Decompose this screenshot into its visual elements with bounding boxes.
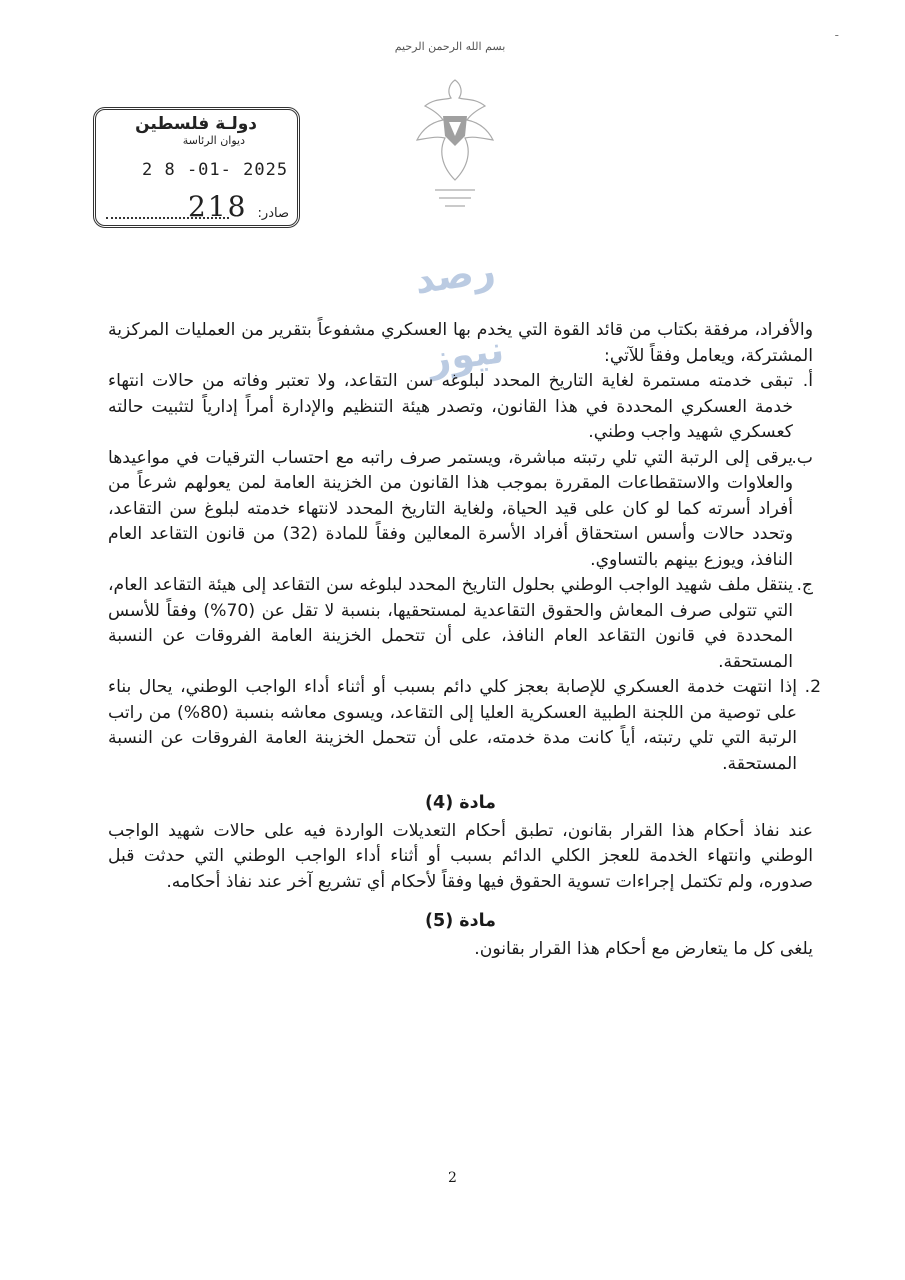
list-item-text: يرقى إلى الرتبة التي تلي رتبته مباشرة، ويستمر صرف راتبه مع احتساب الترقيات في مواعيدها والعلاوات والاستقطاعات المقررة بموجب هذا القانون من الخزينة العامة لمن يعولهم شرعاً من أفراد أسرته كما لو كان على قيد الحياة، ولغاية التاريخ المحدد لانتهاء خدمته لبلوغ سن التقاعد، وتحدد حالات وأسس استحقاق أفراد الأسرة المعالين وفقاً للمادة (32) من قانون التقاعد العام النافذ، ويوزع بينهم بالتساوي. [108, 447, 793, 570]
stamp-date: 2 8 -01- 2025 [142, 160, 289, 180]
list-item-marker: أ. [802, 371, 813, 391]
list-item [108, 446, 813, 574]
intro-paragraph: والأفراد، مرفقة بكتاب من قائد القوة التي يخدم بها العسكري مشفوعاً بتقرير من العمليات المركزية المشتركة، ويعامل وفقاً للآتي: [108, 320, 813, 366]
corner-mark: - [834, 28, 839, 42]
stamp-state-name: دولـة فلسطين [135, 114, 257, 134]
article-5-title: مادة (5) [425, 911, 496, 931]
list-item-marker: ب. [791, 447, 813, 468]
stamp-issued-label: صادر: [257, 206, 289, 221]
numbered-item [108, 675, 821, 777]
article-5-text: يلغى كل ما يتعارض مع أحكام هذا القرار بقانون. [474, 938, 813, 959]
article-4-text: عند نفاذ أحكام هذا القرار بقانون، تطبق أحكام التعديلات الواردة فيه على حالات شهيد الواجب الوطني وانتهاء الخدمة للعجز الكلي الدائم بسبب أو أثناء أداء الواجب الوطني التي حدثت قبل صدوره، ولم تكتمل إجراءات تسوية الحقوق فيها وفقاً لأحكام أي تشريع آخر عند نفاذ أحكامه. [108, 820, 813, 892]
numbered-item-text: إذا انتهت خدمة العسكري للإصابة بعجز كلي دائم بسبب أو أثناء أداء الواجب الوطني، يحال بناء على توصية من اللجنة الطبية العسكرية العليا إلى التقاعد، ويسوى معاشه بنسبة (80%) من راتب الرتبة التي تلي رتبته، أياً كانت مدة خدمته، على أن تتحمل الخزينة العامة الفروقات عن النسبة المستحقة. [108, 677, 797, 774]
list-item [108, 369, 813, 446]
list-item-text: تبقى خدمته مستمرة لغاية التاريخ المحدد لبلوغه سن التقاعد، ولا تعتبر وفاته من حالات انتهاء خدمة العسكري المحددة في هذا القانون، وتصدر هيئة التنظيم والإدارة أمراً إدارياً لتثبيت حالته كعسكري شهيد واجب وطني. [108, 371, 793, 442]
stamp-dotted-line [106, 217, 229, 219]
news-watermark: رصد نيوز [412, 247, 507, 382]
palestine-eagle-emblem-icon [405, 70, 505, 230]
presidential-office-stamp [93, 107, 300, 228]
document-body [108, 318, 821, 962]
list-item-marker: ج. [796, 575, 813, 595]
numbered-item-marker: 2. [804, 677, 821, 697]
stamp-issued-number: 218 [188, 190, 248, 223]
list-item-text: ينتقل ملف شهيد الواجب الوطني بحلول التاريخ المحدد لبلوغه سن التقاعد إلى هيئة التقاعد العام، التي تتولى صرف المعاش والحقوق التقاعدية لمستحقيها، بنسبة لا تقل عن (70%) وفقاً للأسس المحددة في قانون التقاعد العام النافذ، على أن تتحمل الخزينة العامة الفروقات عن النسبة المستحقة. [108, 575, 794, 672]
list-item [108, 573, 813, 675]
page-number: 2 [448, 1170, 457, 1186]
stamp-office-name: ديوان الرئاسة [182, 134, 245, 147]
article-4-title: مادة (4) [425, 793, 496, 813]
basmala: بسم الله الرحمن الرحيم [394, 40, 506, 53]
